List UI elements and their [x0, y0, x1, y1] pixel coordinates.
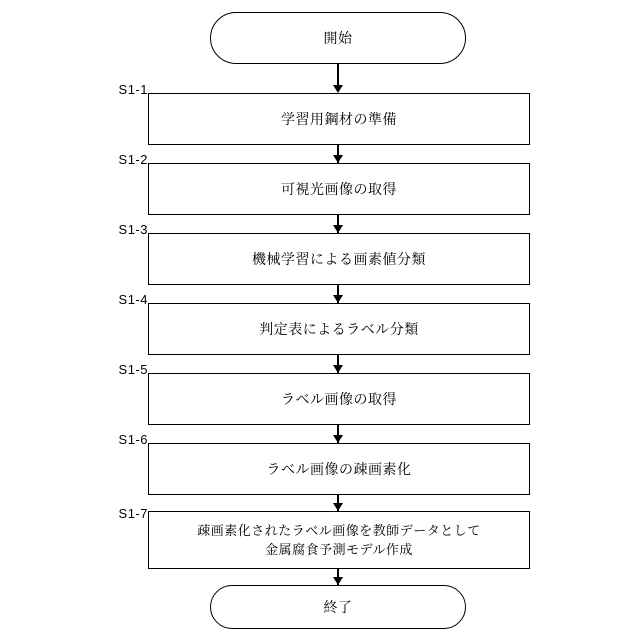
flow-node-s1-3-label: 機械学習による画素値分類: [252, 250, 426, 267]
arrowhead-s1-7-to-end: [333, 577, 343, 585]
flow-node-s1-4: [148, 303, 530, 355]
flow-node-s1-4-label: 判定表によるラベル分類: [259, 320, 419, 337]
flow-node-s1-7: [148, 511, 530, 569]
flow-node-s1-6: [148, 443, 530, 495]
step-id-s1-6: S1-6: [118, 432, 148, 447]
step-id-s1-3: S1-3: [118, 222, 148, 237]
flow-node-s1-6-label: ラベル画像の疎画素化: [266, 460, 412, 477]
flow-node-start-label: 開始: [323, 29, 353, 46]
flow-node-s1-1-label: 学習用鋼材の準備: [281, 110, 397, 127]
flow-node-start: [210, 12, 466, 64]
arrowhead-s1-4-to-s1-5: [333, 365, 343, 373]
arrowhead-s1-2-to-s1-3: [333, 225, 343, 233]
flow-node-end-label: 終了: [323, 598, 353, 615]
step-id-s1-2: S1-2: [118, 152, 148, 167]
arrowhead-s1-6-to-s1-7: [333, 503, 343, 511]
arrowhead-s1-3-to-s1-4: [333, 295, 343, 303]
flow-node-end: [210, 585, 466, 629]
arrowhead-start-to-s1-1: [333, 85, 343, 93]
flow-node-s1-7-label: 疎画素化されたラベル画像を教師データとして 金属腐食予測モデル作成: [197, 522, 481, 557]
flow-node-s1-1: [148, 93, 530, 145]
step-id-s1-5: S1-5: [118, 362, 148, 377]
arrowhead-s1-1-to-s1-2: [333, 155, 343, 163]
flow-node-s1-5: [148, 373, 530, 425]
flow-node-s1-2-label: 可視光画像の取得: [281, 180, 397, 197]
arrowhead-s1-5-to-s1-6: [333, 435, 343, 443]
step-id-s1-1: S1-1: [118, 82, 148, 97]
step-id-s1-7: S1-7: [118, 506, 148, 521]
flow-node-s1-3: [148, 233, 530, 285]
flow-node-s1-5-label: ラベル画像の取得: [281, 390, 397, 407]
step-id-s1-4: S1-4: [118, 292, 148, 307]
flow-node-s1-2: [148, 163, 530, 215]
